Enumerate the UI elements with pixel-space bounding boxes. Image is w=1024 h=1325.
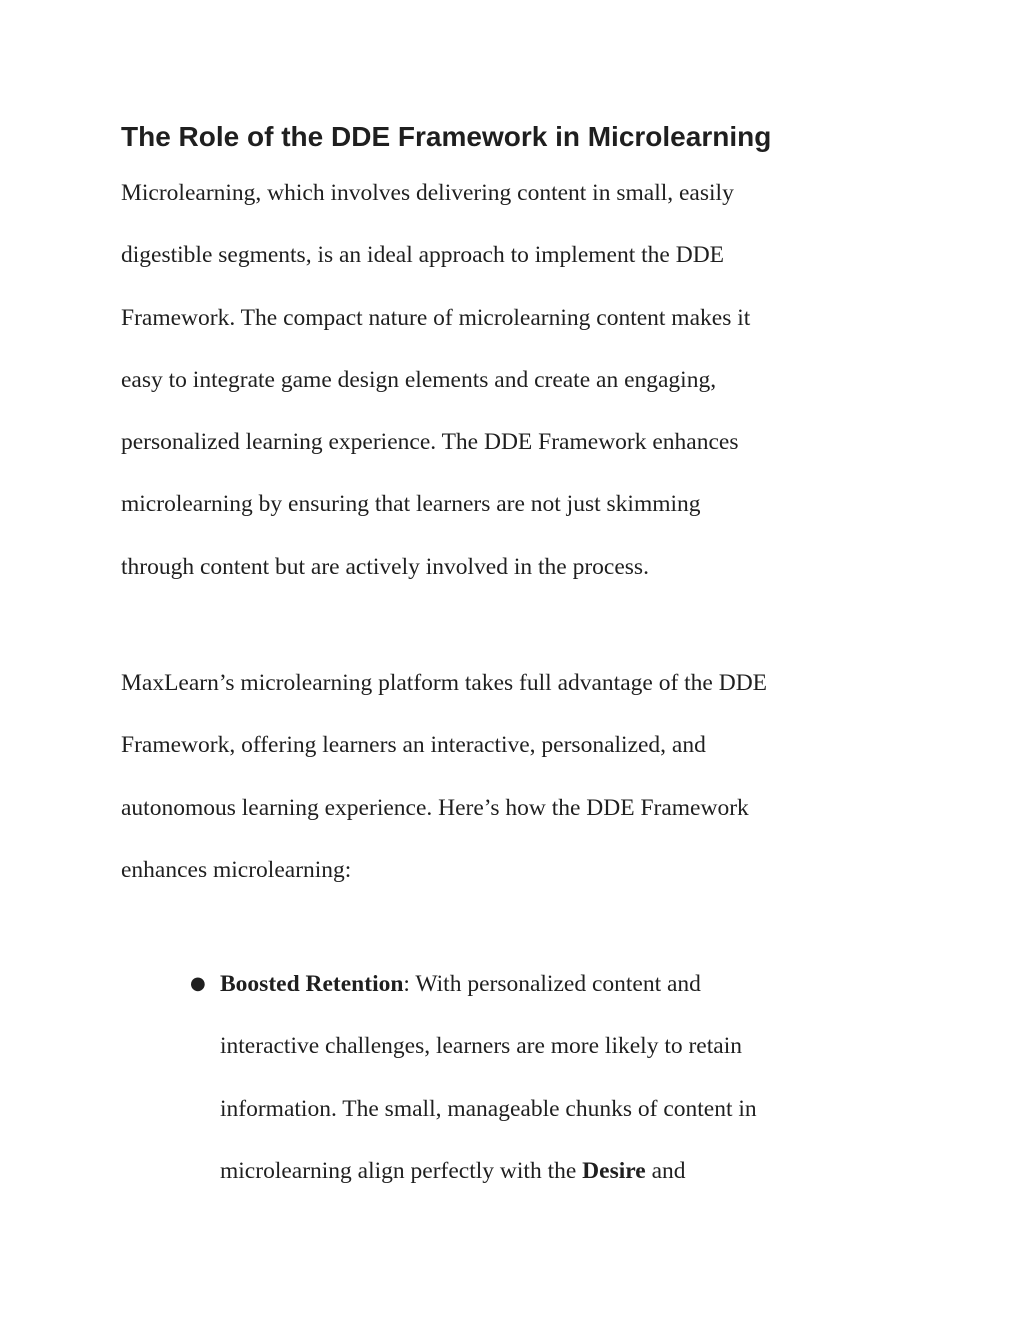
bullet-emphasis: Desire: [582, 1157, 646, 1184]
bullet-line: information. The small, manageable chunks of content in: [220, 1095, 757, 1122]
paragraph-line: enhances microlearning:: [121, 856, 352, 883]
bullet-text: : With personalized content and: [403, 971, 701, 997]
bullet-marker: ●: [190, 973, 206, 994]
paragraph-line: Microlearning, which involves delivering content in small, easily: [121, 180, 734, 206]
paragraph-line: Framework. The compact nature of microlearning content makes it: [121, 304, 751, 331]
bullet-term: Boosted Retention: [220, 971, 404, 997]
paragraph-line: digestible segments, is an ideal approach to implement the DDE: [121, 242, 725, 269]
bullet-line: interactive challenges, learners are more likely to retain: [220, 1033, 742, 1060]
platform-paragraph: [121, 652, 901, 901]
benefits-list: [121, 953, 901, 1202]
paragraph-line: easy to integrate game design elements and create an engaging,: [121, 366, 717, 393]
paragraph-line: Framework, offering learners an interactive, personalized, and: [121, 732, 706, 759]
paragraph-line: MaxLearn’s microlearning platform takes full advantage of the DDE: [121, 670, 768, 696]
section-heading: The Role of the DDE Framework in Microlearning: [121, 121, 772, 152]
paragraph-line: personalized learning experience. The DDE Framework enhances: [121, 429, 739, 456]
paragraph-line: through content but are actively involved in the process.: [121, 553, 649, 580]
intro-paragraph: [121, 162, 901, 598]
bullet-text: and: [645, 1157, 686, 1184]
bullet-line: [220, 1140, 901, 1202]
list-item: [121, 953, 901, 1202]
paragraph-line: microlearning by ensuring that learners are not just skimming: [121, 491, 701, 518]
paragraph-line: autonomous learning experience. Here’s how the DDE Framework: [121, 794, 749, 821]
bullet-text: microlearning align perfectly with the: [220, 1157, 583, 1184]
bullet-line: [220, 953, 901, 1015]
